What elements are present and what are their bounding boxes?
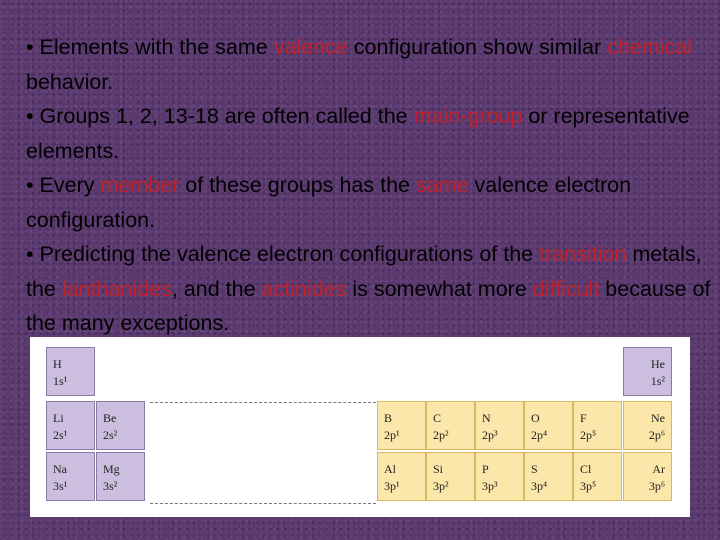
element-config: 2p³ [482, 428, 498, 442]
keyword-lanthanides: lanthanides [61, 276, 172, 301]
keyword-same: same [415, 173, 469, 197]
element-s [524, 452, 573, 501]
bullet-3 [26, 168, 716, 237]
bullet-1-text: • Elements with the same [26, 35, 274, 59]
element-symbol: C [433, 411, 442, 425]
element-config: 1s¹ [53, 374, 68, 388]
element-symbol: F [580, 411, 587, 425]
keyword-actinides: actinides [261, 276, 347, 301]
bullet-3-text: of these groups has the [179, 173, 416, 197]
element-symbol: Ne [651, 411, 665, 425]
bullet-4-text: is somewhat more [346, 276, 533, 301]
element-na [46, 452, 95, 501]
element-mg [96, 452, 145, 501]
keyword-transition: transition [539, 242, 627, 266]
element-symbol: Cl [580, 462, 592, 476]
element-symbol: S [531, 462, 538, 476]
element-config: 3s¹ [53, 479, 68, 493]
element-o [524, 401, 573, 450]
keyword-chemical: chemical [607, 35, 692, 59]
element-symbol: B [384, 411, 393, 425]
element-symbol: Li [53, 411, 64, 425]
element-h [46, 347, 95, 396]
bullet-2-text: or representative elements. [26, 104, 690, 163]
bullet-1 [26, 30, 716, 99]
element-config: 2p¹ [384, 428, 400, 442]
element-config: 2p² [433, 428, 449, 442]
element-config: 3p¹ [384, 479, 400, 493]
element-config: 3p³ [482, 479, 498, 493]
element-li [46, 401, 95, 450]
keyword-main-group: main-group [413, 104, 523, 128]
element-symbol: Si [433, 462, 444, 476]
element-cl [573, 452, 622, 501]
element-ar [623, 452, 672, 501]
bullet-2-text: • Groups 1, 2, 13-18 are often called the [26, 104, 414, 128]
element-config: 3p⁶ [648, 479, 665, 493]
element-c [426, 401, 475, 450]
periodic-table-excerpt [30, 337, 690, 517]
element-config: 2s¹ [53, 428, 68, 442]
keyword-member: member [100, 173, 180, 197]
element-config: 2p⁵ [580, 428, 597, 442]
bullet-3-text: • Every [26, 173, 101, 197]
element-config: 2p⁴ [531, 428, 548, 442]
element-symbol: Ar [652, 462, 665, 476]
keyword-valence: valence [273, 35, 348, 59]
element-config: 3p⁵ [580, 479, 597, 493]
element-he [623, 347, 672, 396]
bullet-1-text: behavior. [26, 69, 114, 94]
element-config: 3p⁴ [531, 479, 548, 493]
element-symbol: Na [53, 462, 67, 476]
element-symbol: H [53, 357, 62, 371]
bullet-1-text: configuration show similar [347, 35, 608, 59]
element-si [426, 452, 475, 501]
element-b [377, 401, 426, 450]
element-config: 3p² [433, 479, 449, 493]
element-symbol: N [482, 411, 491, 425]
bullet-3-text: valence electron configuration. [26, 173, 632, 232]
bullet-4 [26, 237, 716, 341]
bullet-2 [26, 99, 716, 168]
element-f [573, 401, 622, 450]
bullet-list [26, 30, 716, 341]
transition-gap-outline [150, 402, 376, 504]
element-config: 3s² [103, 479, 118, 493]
element-config: 2p⁶ [648, 428, 665, 442]
keyword-difficult: difficult [532, 276, 600, 301]
bullet-4-text: because of the many exceptions. [26, 276, 711, 335]
element-config: 2s² [103, 428, 118, 442]
element-symbol: Al [384, 462, 396, 476]
element-symbol: Mg [103, 462, 120, 476]
element-symbol: He [651, 357, 665, 371]
element-symbol: Be [103, 411, 117, 425]
element-ne [623, 401, 672, 450]
element-al [377, 452, 426, 501]
element-n [475, 401, 524, 450]
element-p [475, 452, 524, 501]
bullet-4-text: • Predicting the valence electron configurations of the [26, 242, 540, 266]
bullet-4-text: , and the [171, 276, 262, 301]
element-symbol: O [531, 411, 540, 425]
element-symbol: P [482, 462, 489, 476]
bullet-4-text: metals, the [26, 242, 702, 301]
element-config: 1s² [650, 374, 665, 388]
element-be [96, 401, 145, 450]
